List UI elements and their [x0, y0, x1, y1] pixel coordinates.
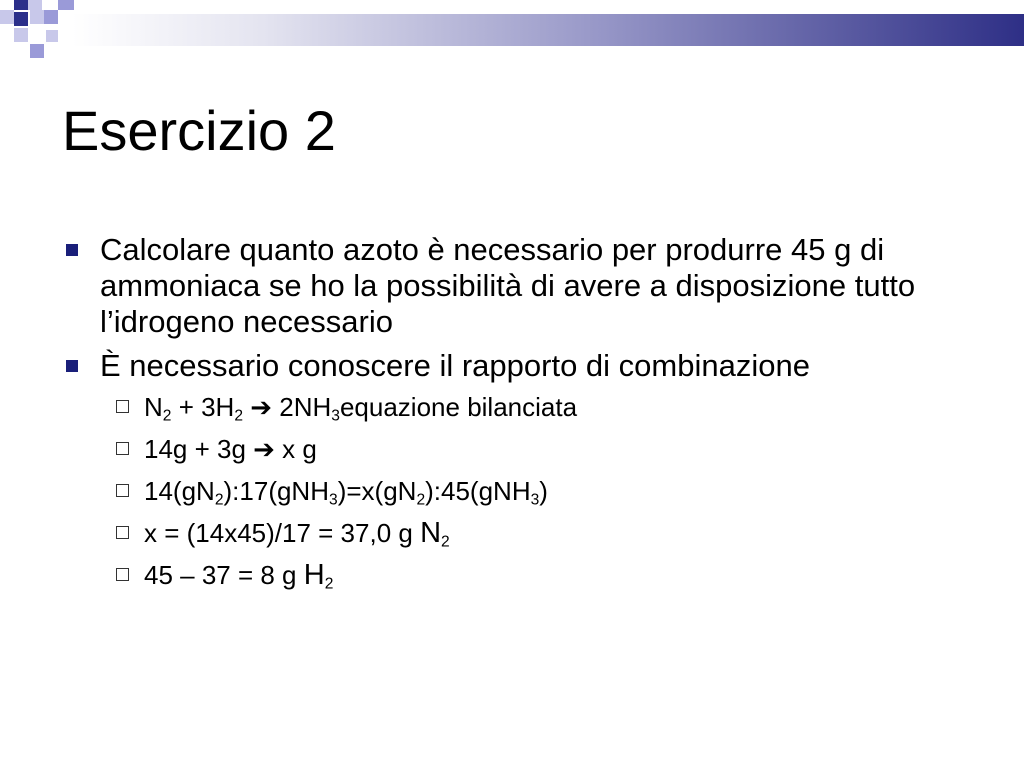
- decor-square: [0, 10, 14, 24]
- equation-text: $14(gN_2):17(gNH_3)=x(gN_2):45(gNH_3)$: [144, 476, 548, 509]
- decor-square: [46, 30, 58, 42]
- bullet-text: Calcolare quanto azoto è necessario per produrre 45 g di ammoniaca se ho la possibilità di avere a disposizione tutto l’idrogeno necessario: [100, 232, 916, 339]
- sub-bullet-item: [62, 476, 962, 509]
- equation-text: 14g + 3g ➔ x g: [144, 434, 317, 464]
- equation-text: 45 – 37 = 8 g $H_2$: [144, 559, 334, 593]
- sub-bullet-item: [62, 392, 962, 425]
- bullet-text: È necessario conoscere il rapporto di combinazione: [100, 348, 810, 383]
- decor-square: [44, 10, 58, 24]
- square-bullet-icon: [66, 244, 78, 256]
- decor-square: [14, 12, 28, 26]
- slide-title: Esercizio 2: [62, 99, 336, 162]
- decor-square: [28, 0, 42, 10]
- equation-text: x = (14x45)/17 = 37,0 g $N_2$: [144, 517, 450, 551]
- bullet-item: [62, 348, 962, 384]
- hollow-square-bullet-icon: [116, 400, 129, 413]
- sub-bullet-item: [62, 517, 962, 551]
- hollow-square-bullet-icon: [116, 442, 129, 455]
- equation-text: $N_2 + 3H_2$ ➔ $2NH_3equazione$ bilanciata: [144, 392, 578, 425]
- decor-square: [58, 0, 74, 10]
- header-gradient-bar: [72, 14, 1024, 46]
- square-bullet-icon: [66, 360, 78, 372]
- sub-bullet-item: [62, 559, 962, 593]
- hollow-square-bullet-icon: [116, 526, 129, 539]
- sub-bullet-item: [62, 434, 962, 464]
- slide-content: [62, 232, 962, 602]
- decor-square: [30, 10, 44, 24]
- bullet-item: [62, 232, 962, 340]
- hollow-square-bullet-icon: [116, 568, 129, 581]
- decor-square: [30, 44, 44, 58]
- decor-square: [14, 28, 28, 42]
- decor-square: [42, 0, 56, 10]
- hollow-square-bullet-icon: [116, 484, 129, 497]
- sub-bullet-list: [62, 392, 962, 593]
- decor-square: [14, 0, 28, 10]
